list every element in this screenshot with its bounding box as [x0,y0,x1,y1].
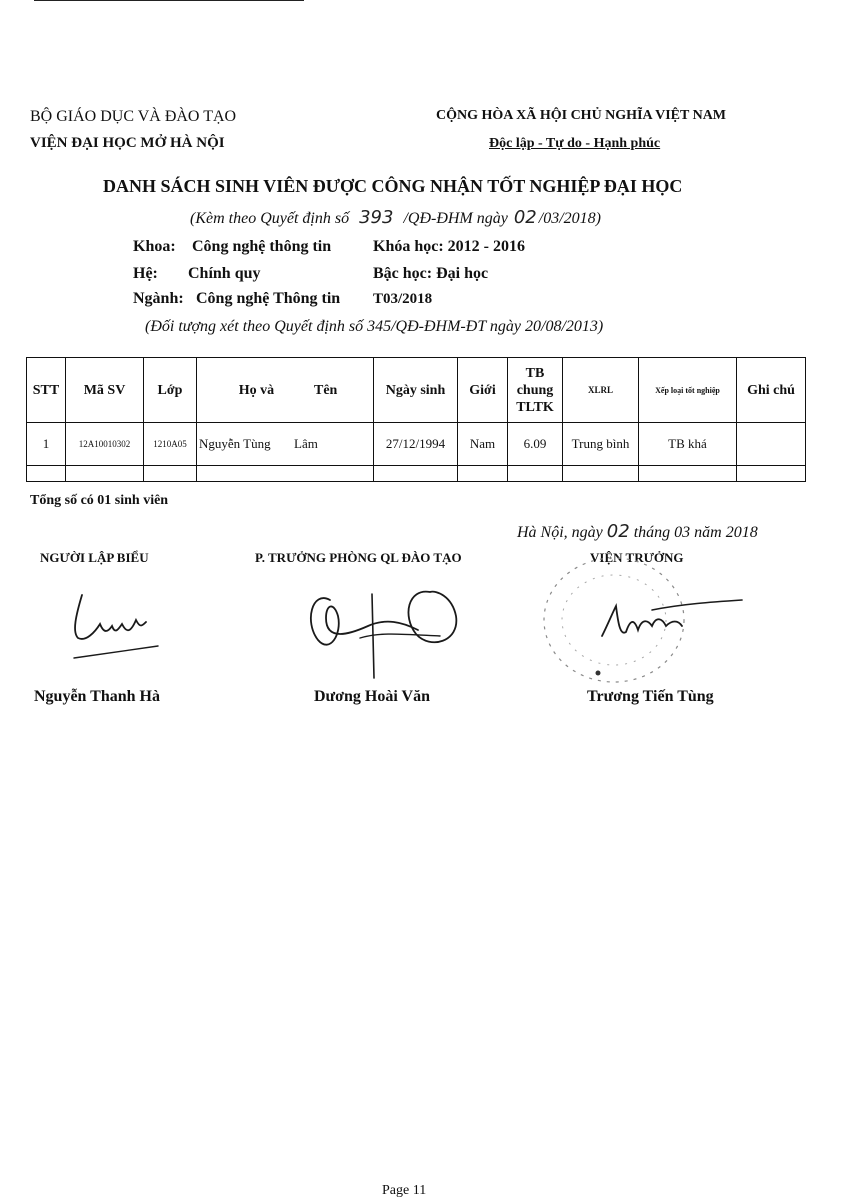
decision-number: 393 [359,207,394,228]
cell-stt: 1 [27,423,66,466]
institute-stamp [532,540,752,685]
preparer-signature [60,580,170,665]
director-title: VIỆN TRƯỞNG [590,550,684,565]
batch-code: T03/2018 [373,291,433,307]
education-level: Bậc học: Đại học [373,265,489,282]
col-given-name: Tên [314,382,338,398]
cell-gender: Nam [458,423,508,466]
decision-day: 02 [513,207,537,228]
cell-class: 1210A05 [144,423,197,466]
faculty-value: Công nghệ thông tin [192,238,332,255]
col-surname: Họ và [238,382,275,398]
col-stt: STT [27,358,66,423]
col-conduct: XLRL [563,358,639,423]
table-header-row [27,358,806,423]
scan-top-line [34,0,304,1]
deputy-title: P. TRƯỞNG PHÒNG QL ĐÀO TẠO [255,550,462,565]
col-birthdate: Ngày sinh [374,358,458,423]
col-fullname [197,358,374,423]
graduates-table [26,357,806,482]
cell-given-name: Lâm [294,436,318,451]
cell-conduct: Trung bình [563,423,639,466]
deputy-signature [290,582,470,682]
course-years: Khóa học: 2012 - 2016 [373,238,525,255]
col-graduation-rank: Xếp loại tốt nghiệp [639,358,737,423]
table-row [27,423,806,466]
cell-gpa: 6.09 [508,423,563,466]
system-value: Chính quy [188,265,261,282]
cell-notes [737,423,806,466]
country-name: CỘNG HÒA XÃ HỘI CHỦ NGHĨA VIỆT NAM [436,108,727,123]
deputy-name: Dương Hoài Văn [314,688,430,705]
decision-basis: (Đối tượng xét theo Quyết định số 345/QĐ-ĐHM-ĐT ngày 20/08/2013) [145,318,604,335]
page-number: Page 11 [382,1183,427,1198]
ministry-name: BỘ GIÁO DỤC VÀ ĐÀO TẠO [30,108,237,125]
place-date-day: 02 [606,521,630,542]
institute-name: VIỆN ĐẠI HỌC MỞ HÀ NỘI [30,135,225,151]
total-count: Tổng số có 01 sinh viên [30,493,169,508]
director-name: Trương Tiến Tùng [587,688,714,705]
cell-surname: Nguyễn Tùng [199,436,271,451]
faculty-label: Khoa: [133,238,176,255]
system-label: Hệ: [133,265,158,282]
cell-birthdate: 27/12/1994 [374,423,458,466]
preparer-name: Nguyễn Thanh Hà [34,688,160,705]
decision-middle: /QĐ-ĐHM ngày [403,210,508,227]
decision-line [190,207,601,228]
col-gpa: TB chung TLTK [508,358,563,423]
place-date-suffix: tháng 03 năm 2018 [633,524,758,541]
decision-prefix: (Kèm theo Quyết định số [190,210,350,227]
decision-suffix: /03/2018) [538,210,601,227]
col-notes: Ghi chú [737,358,806,423]
col-student-id: Mã SV [66,358,144,423]
major-value: Công nghệ Thông tin [196,290,341,307]
col-gender: Giới [458,358,508,423]
col-class: Lớp [144,358,197,423]
cell-graduation-rank: TB khá [639,423,737,466]
place-date-prefix: Hà Nội, ngày [517,524,603,541]
motto: Độc lập - Tự do - Hạnh phúc [489,136,661,151]
place-date [517,521,758,542]
preparer-title: NGƯỜI LẬP BIỂU [40,550,149,565]
major-label: Ngành: [133,290,184,307]
cell-student-id: 12A10010302 [66,423,144,466]
table-row-empty [27,466,806,482]
document-title: DANH SÁCH SINH VIÊN ĐƯỢC CÔNG NHẬN TỐT NGHIỆP ĐẠI HỌC [103,176,683,196]
cell-fullname [197,423,374,466]
